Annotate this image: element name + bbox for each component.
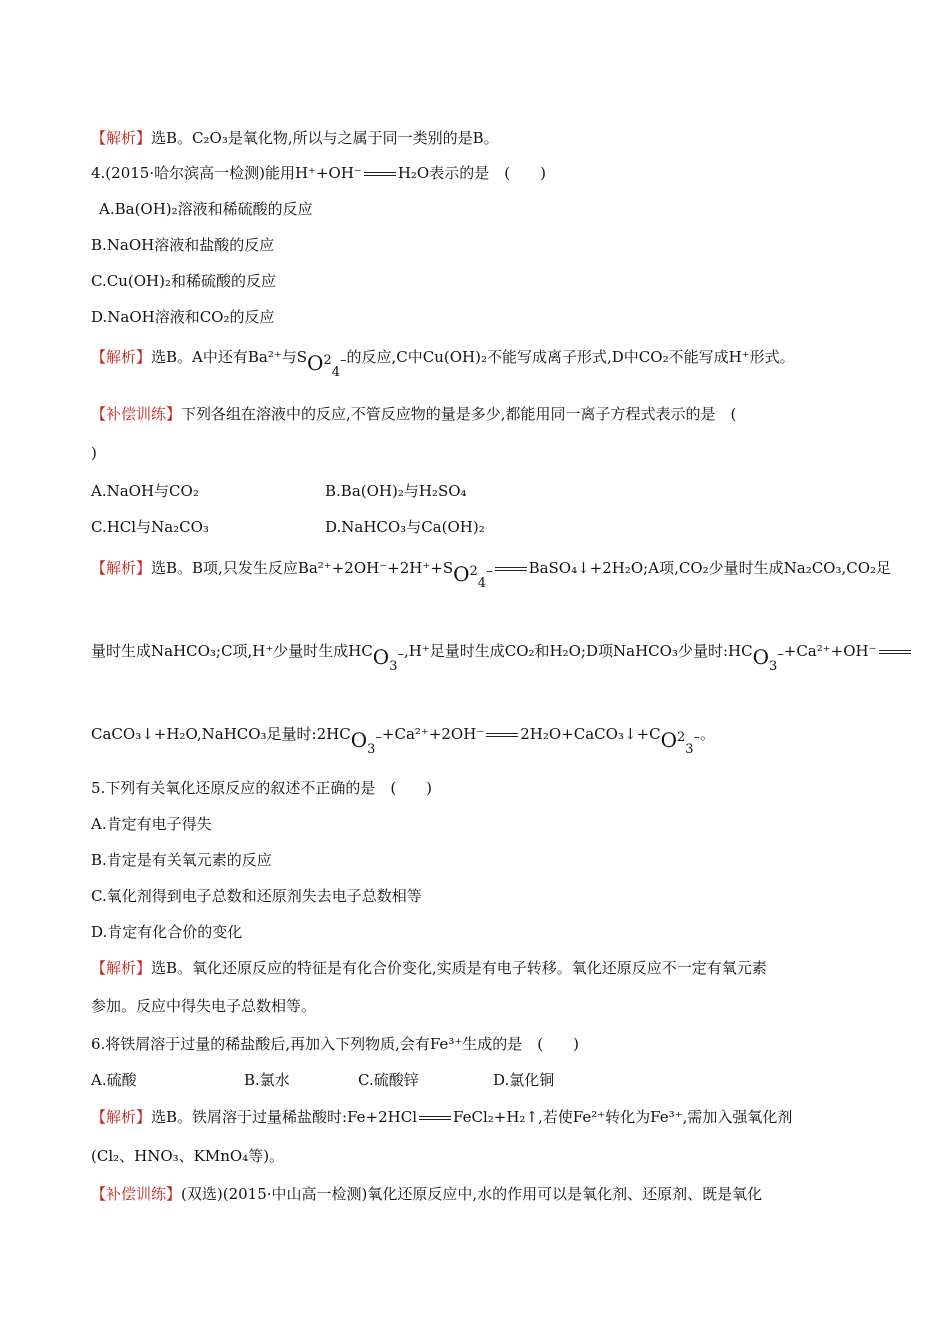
bonus-training-2	[91, 1184, 870, 1204]
analysis-text: 选B。A中还有Ba²⁺与S	[151, 348, 308, 366]
analysis-tag: 【解析】	[91, 1108, 152, 1126]
equals-sign	[364, 172, 396, 176]
option-5b: B.肯定是有关氧元素的反应	[91, 851, 272, 869]
period: 。	[700, 725, 716, 743]
bonus-text: (双选)(2015·中山高一检测)氧化还原反应中,水的作用可以是氧化剂、还原剂、既是氧化	[181, 1185, 763, 1203]
option-6c: C.硫酸锌	[358, 1071, 419, 1089]
bicarbonate-ion: $O_3^-$	[350, 728, 382, 757]
bonus-options-row-1	[91, 481, 870, 501]
analysis-bonus-1-line-1	[91, 556, 892, 591]
analysis-text-2: ,H⁺足量时生成CO₂和H₂O;D项NaHCO₃少量时:HC	[403, 642, 753, 660]
bonus-option-b: B.Ba(OH)₂与H₂SO₄	[325, 482, 467, 500]
analysis-tag: 【解析】	[91, 129, 152, 147]
question-4-end: H₂O表示的是 ( )	[397, 164, 546, 182]
equals-sign	[879, 650, 911, 654]
option-5a: A.肯定有电子得失	[91, 815, 212, 833]
analysis-text: 选B。铁屑溶于过量稀盐酸时:Fe+2HCl	[151, 1108, 418, 1126]
question-6-options	[91, 1070, 870, 1090]
analysis-text: 选B。C₂O₃是氧化物,所以与之属于同一类别的是B。	[151, 129, 499, 147]
analysis-5-line-2: 参加。反应中得失电子总数相等。	[91, 997, 317, 1015]
analysis-5	[91, 958, 870, 978]
option-6b: B.氯水	[244, 1071, 290, 1089]
analysis-bonus-1-line-3	[91, 722, 870, 757]
bonus-close: )	[91, 444, 97, 462]
bonus-text: 下列各组在溶液中的反应,不管反应物的量是多少,都能用同一离子方程式表示的是 (	[181, 405, 737, 423]
option-5c: C.氧化剂得到电子总数和还原剂失去电子总数相等	[91, 887, 422, 905]
question-4-text: 4.(2015·哈尔滨高一检测)能用H⁺+OH⁻	[91, 164, 362, 182]
equals-sign	[495, 567, 527, 571]
analysis-tag: 【解析】	[91, 348, 152, 366]
analysis-bonus-1-line-2	[91, 639, 877, 674]
analysis-text: CaCO₃↓+H₂O,NaHCO₃足量时:2HC	[91, 725, 351, 743]
analysis-text: 选B。氧化还原反应的特征是有化合价变化,实质是有电子转移。氧化还原反应不一定有氧元素	[151, 959, 767, 977]
equals-sign	[486, 733, 518, 737]
option-4c: C.Cu(OH)₂和稀硫酸的反应	[91, 272, 276, 290]
option-5d: D.肯定有化合价的变化	[91, 923, 243, 941]
sulfate-ion: $O^2_4^-$	[453, 562, 493, 591]
analysis-text-3: 2H₂O+CaCO₃↓+C	[520, 725, 661, 743]
analysis-6	[91, 1107, 870, 1127]
sulfate-ion: $O^2_4^-$	[307, 351, 347, 380]
analysis-text-2: BaSO₄↓+2H₂O;A项,CO₂少量时生成Na₂CO₃,CO₂足	[528, 559, 892, 577]
question-6: 6.将铁屑溶于过量的稀盐酸后,再加入下列物质,会有Fe³⁺生成的是 ( )	[91, 1035, 579, 1053]
analysis-text-2: FeCl₂+H₂↑,若使Fe²⁺转化为Fe³⁺,需加入强氧化剂	[453, 1108, 793, 1126]
analysis-text-3: +Ca²⁺+OH⁻	[783, 642, 877, 660]
analysis-tag: 【解析】	[91, 559, 152, 577]
bonus-training-1	[91, 404, 870, 424]
option-6d: D.氯化铜	[493, 1071, 555, 1089]
option-4a: A.Ba(OH)₂溶液和稀硫酸的反应	[99, 200, 313, 218]
bonus-options-row-2	[91, 517, 870, 537]
bicarbonate-ion: $O_3^-$	[752, 645, 784, 674]
analysis-line-1	[91, 128, 870, 148]
analysis-6-line-2: (Cl₂、HNO₃、KMnO₄等)。	[91, 1147, 285, 1165]
analysis-tag: 【解析】	[91, 959, 152, 977]
analysis-text-2: +Ca²⁺+2OH⁻	[381, 725, 485, 743]
option-6a: A.硫酸	[91, 1071, 137, 1089]
analysis-text-2: 的反应,C中Cu(OH)₂不能写成离子形式,D中CO₂不能写成H⁺形式。	[346, 348, 795, 366]
option-4b: B.NaOH溶液和盐酸的反应	[91, 236, 275, 254]
question-4	[91, 163, 870, 183]
carbonate-ion: $O^2_3^-$	[660, 728, 701, 757]
bicarbonate-ion: $O_3^-$	[372, 645, 404, 674]
bonus-option-c: C.HCl与Na₂CO₃	[91, 518, 209, 536]
bonus-tag: 【补偿训练】	[91, 405, 182, 423]
option-4d: D.NaOH溶液和CO₂的反应	[91, 308, 275, 326]
bonus-option-a: A.NaOH与CO₂	[91, 482, 199, 500]
question-5: 5.下列有关氧化还原反应的叙述不正确的是 ( )	[91, 779, 433, 797]
bonus-tag: 【补偿训练】	[91, 1185, 182, 1203]
analysis-4	[91, 345, 870, 380]
bonus-option-d: D.NaHCO₃与Ca(OH)₂	[325, 518, 485, 536]
equals-sign	[419, 1116, 451, 1120]
analysis-text: 选B。B项,只发生反应Ba²⁺+2OH⁻+2H⁺+S	[151, 559, 454, 577]
analysis-text: 量时生成NaHCO₃;C项,H⁺少量时生成HC	[91, 642, 373, 660]
